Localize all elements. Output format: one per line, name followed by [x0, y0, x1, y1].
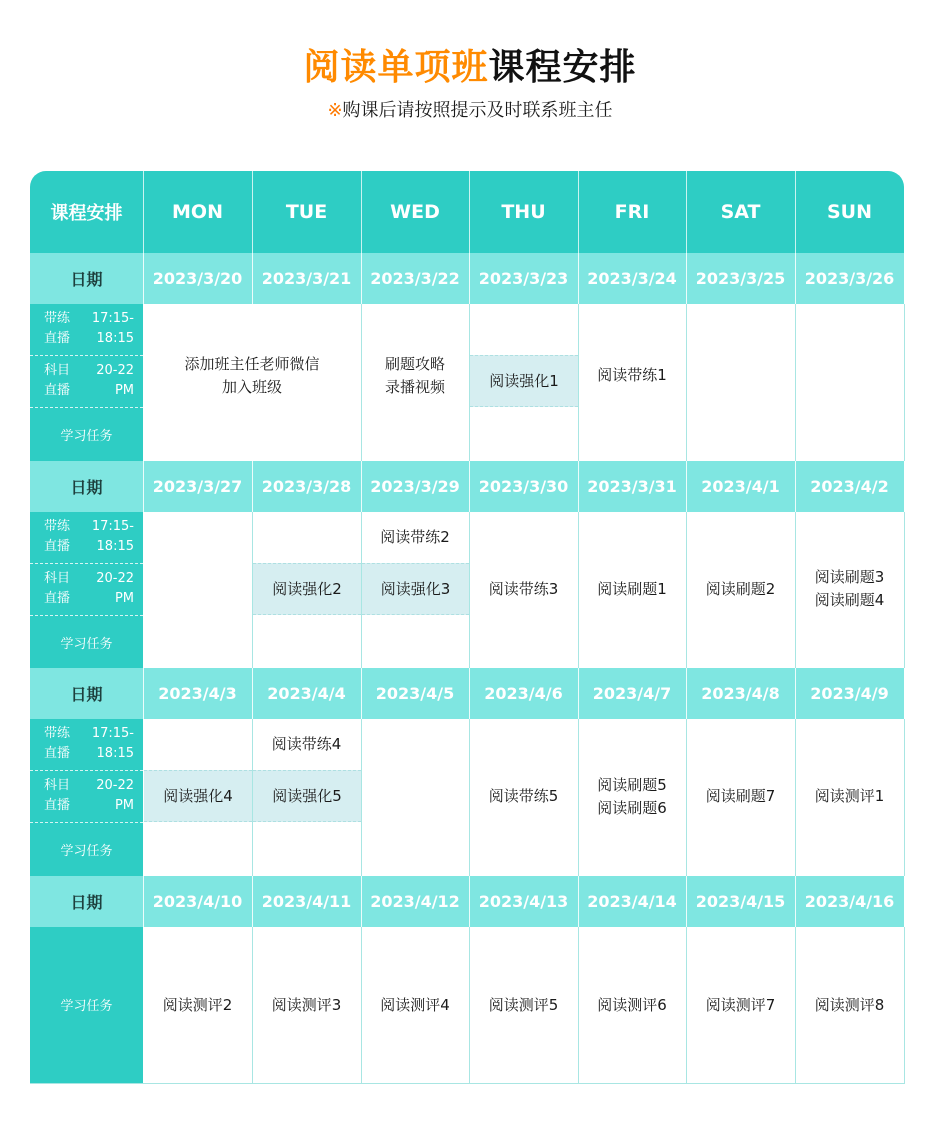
- task-label: 学习任务: [60, 637, 113, 652]
- task-label-row: [30, 822, 143, 876]
- subject-slot-time: 20-22 PM: [96, 363, 134, 398]
- schedule-cell: 添加班主任老师微信 加入班级: [184, 354, 320, 396]
- date-divider: [143, 876, 144, 927]
- date-divider: [795, 876, 796, 927]
- date-divider: [361, 668, 362, 719]
- column-divider: [904, 512, 905, 668]
- date-divider: [578, 668, 579, 719]
- schedule-cell: 阅读测评8: [814, 996, 885, 1014]
- title-rest: 课程安排: [488, 47, 637, 88]
- schedule-cell: 阅读刷题2: [705, 579, 776, 598]
- date-cell: 2023/4/12: [370, 892, 460, 911]
- date-divider: [469, 668, 470, 719]
- left-label-column: [30, 512, 143, 668]
- date-cell: 2023/3/23: [478, 269, 569, 288]
- date-cell: 2023/4/3: [158, 684, 237, 703]
- date-divider: [686, 253, 687, 304]
- date-row: [30, 461, 904, 512]
- live-slot-time: 17:15- 18:15: [91, 726, 134, 761]
- date-divider: [143, 253, 144, 304]
- date-divider: [686, 668, 687, 719]
- header-divider: [469, 171, 470, 253]
- date-divider: [578, 461, 579, 512]
- header-divider: [143, 171, 144, 253]
- date-cell: 2023/4/6: [484, 684, 563, 703]
- live-slot-time: 17:15- 18:15: [91, 519, 134, 554]
- header-divider: [686, 171, 687, 253]
- date-divider: [686, 461, 687, 512]
- schedule-cell: 阅读测评4: [380, 996, 450, 1014]
- live-slot-label: [30, 517, 143, 563]
- week-body: [143, 719, 904, 876]
- subject-slot-label: [30, 361, 143, 407]
- live-slot-type: 带练 直播: [44, 311, 71, 346]
- schedule-cell: 阅读带练1: [597, 366, 667, 384]
- date-divider: [361, 253, 362, 304]
- date-divider: [252, 253, 253, 304]
- date-cell: 2023/4/8: [701, 684, 780, 703]
- column-divider: [904, 927, 905, 1084]
- task-label-row: [30, 615, 143, 669]
- header-divider: [252, 171, 253, 253]
- date-label: 日期: [70, 685, 103, 704]
- schedule-cell: 阅读刷题1: [597, 579, 667, 598]
- column-divider: [361, 719, 362, 876]
- date-row: [30, 668, 904, 719]
- column-divider: [795, 304, 796, 461]
- date-cell: 2023/4/16: [804, 892, 895, 911]
- date-cell: 2023/4/2: [810, 477, 889, 496]
- schedule-cell: 刷题攻略 录播视频: [384, 354, 445, 396]
- date-divider: [578, 876, 579, 927]
- live-slot-time: 17:15- 18:15: [91, 311, 134, 346]
- date-cell: 2023/3/31: [587, 477, 677, 496]
- schedule-cell: 阅读带练4: [271, 735, 342, 753]
- header-divider: [361, 171, 362, 253]
- live-slot-type: 带练 直播: [44, 726, 71, 761]
- subject-slot-time: 20-22 PM: [96, 778, 134, 813]
- week-body: [143, 927, 904, 1084]
- date-label: 日期: [70, 478, 103, 497]
- date-divider: [469, 253, 470, 304]
- date-cell: 2023/4/11: [261, 892, 352, 911]
- date-divider: [143, 668, 144, 719]
- date-divider: [795, 461, 796, 512]
- table-bottom-border: [30, 1083, 904, 1084]
- schedule-cell: 阅读强化3: [362, 563, 469, 615]
- day-header-tue: TUE: [285, 201, 328, 223]
- schedule-cell: 阅读测评2: [162, 996, 233, 1014]
- schedule-cell: 阅读强化1: [470, 355, 578, 407]
- left-label-column: [30, 719, 143, 876]
- column-divider: [686, 304, 687, 461]
- schedule-table: [30, 171, 904, 1084]
- day-header-mon: MON: [172, 201, 223, 223]
- day-header-sun: SUN: [826, 201, 872, 223]
- schedule-cell: 阅读带练3: [488, 579, 559, 598]
- subject-slot-type: 科目 直播: [44, 571, 71, 606]
- date-divider: [469, 876, 470, 927]
- schedule-cell: 阅读刷题5 阅读刷题6: [597, 775, 667, 817]
- task-label: 学习任务: [60, 844, 113, 859]
- date-cell: 2023/3/22: [370, 269, 460, 288]
- date-divider: [795, 253, 796, 304]
- row-divider: [30, 563, 143, 564]
- left-label-column: [30, 927, 143, 1084]
- date-divider: [252, 876, 253, 927]
- header-divider: [578, 171, 579, 253]
- schedule-cell: 阅读测评6: [597, 996, 667, 1014]
- task-label-row: [30, 927, 143, 1084]
- live-slot-label: [30, 309, 143, 355]
- date-divider: [469, 461, 470, 512]
- live-slot-label: [30, 724, 143, 770]
- date-divider: [143, 461, 144, 512]
- day-header-sat: SAT: [720, 201, 761, 223]
- subject-slot-time: 20-22 PM: [96, 571, 134, 606]
- date-cell: 2023/4/15: [695, 892, 786, 911]
- subject-slot-label: [30, 569, 143, 615]
- date-divider: [361, 461, 362, 512]
- date-cell: 2023/3/20: [152, 269, 243, 288]
- date-label: 日期: [70, 270, 103, 289]
- schedule-cell: 阅读测评7: [705, 996, 776, 1014]
- date-label: 日期: [70, 893, 103, 912]
- week-body: [143, 512, 904, 668]
- header-label: 课程安排: [50, 203, 123, 224]
- column-divider: [904, 719, 905, 876]
- date-cell: 2023/3/29: [370, 477, 460, 496]
- date-cell: 2023/4/9: [810, 684, 889, 703]
- date-cell: 2023/3/27: [152, 477, 243, 496]
- live-slot-type: 带练 直播: [44, 519, 71, 554]
- schedule-cell: 阅读测评5: [488, 996, 559, 1014]
- date-divider: [686, 876, 687, 927]
- day-header-wed: WED: [390, 201, 440, 223]
- task-label-row: [30, 407, 143, 461]
- date-row: [30, 876, 904, 927]
- date-cell: 2023/4/14: [587, 892, 677, 911]
- date-cell: 2023/4/10: [152, 892, 243, 911]
- task-label: 学习任务: [60, 999, 113, 1014]
- date-cell: 2023/3/26: [804, 269, 895, 288]
- date-divider: [578, 253, 579, 304]
- schedule-cell: 阅读强化5: [253, 770, 361, 822]
- page-subtitle: [0, 98, 940, 124]
- date-divider: [252, 461, 253, 512]
- day-header-fri: FRI: [614, 201, 650, 223]
- date-cell: 2023/3/28: [261, 477, 352, 496]
- row-divider: [30, 355, 143, 356]
- subject-slot-type: 科目 直播: [44, 778, 71, 813]
- schedule-cell: 阅读测评3: [271, 996, 342, 1014]
- date-divider: [361, 876, 362, 927]
- date-cell: 2023/4/13: [478, 892, 569, 911]
- date-divider: [795, 668, 796, 719]
- note-mark: ※: [327, 100, 343, 121]
- header-divider: [795, 171, 796, 253]
- date-divider: [252, 668, 253, 719]
- page-title: [0, 42, 940, 94]
- row-divider: [30, 770, 143, 771]
- schedule-cell: 阅读强化2: [253, 563, 361, 615]
- subtitle-text: 购课后请按照提示及时联系班主任: [342, 100, 613, 121]
- schedule-cell: 阅读测评1: [814, 787, 885, 805]
- title-highlight: 阅读单项班: [303, 47, 489, 88]
- day-header-thu: THU: [501, 201, 546, 223]
- left-label-column: [30, 304, 143, 461]
- date-cell: 2023/4/4: [267, 684, 346, 703]
- date-cell: 2023/3/21: [261, 269, 352, 288]
- schedule-cell: 阅读刷题3 阅读刷题4: [814, 568, 885, 609]
- schedule-cell: 阅读刷题7: [705, 787, 776, 805]
- date-cell: 2023/3/30: [478, 477, 569, 496]
- task-label: 学习任务: [60, 429, 113, 444]
- column-divider: [904, 304, 905, 461]
- schedule-cell: 阅读带练2: [380, 528, 450, 546]
- week-body: [143, 304, 904, 461]
- date-cell: 2023/4/1: [701, 477, 780, 496]
- date-cell: 2023/3/24: [587, 269, 677, 288]
- subject-slot-type: 科目 直播: [44, 363, 71, 398]
- date-cell: 2023/4/7: [592, 684, 672, 703]
- subject-slot-label: [30, 776, 143, 822]
- date-cell: 2023/3/25: [695, 269, 786, 288]
- schedule-cell: 阅读带练5: [488, 787, 559, 805]
- date-cell: 2023/4/5: [375, 684, 455, 703]
- date-row: [30, 253, 904, 304]
- schedule-cell: 阅读强化4: [144, 770, 252, 822]
